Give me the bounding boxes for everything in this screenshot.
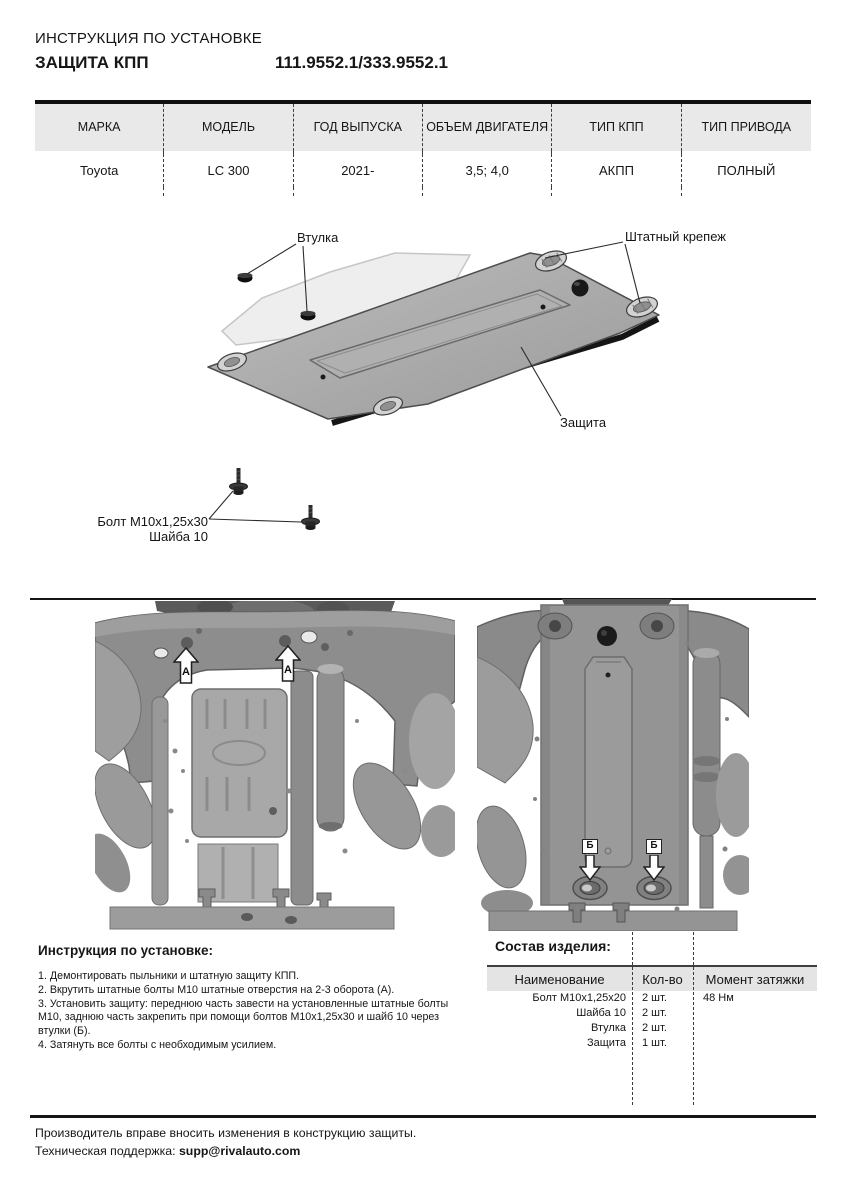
marker-a-letter: А: [284, 664, 292, 676]
parts-col-name: Наименование: [514, 971, 605, 987]
marker-b-letter: Б: [646, 839, 662, 854]
footer-disclaimer: Производитель вправе вносить изменения в конструкцию защиты.: [35, 1126, 417, 1140]
parts-dash-separator: [693, 932, 694, 1105]
marker-b-1: [579, 839, 601, 885]
spec-col-model: МОДЕЛЬ: [164, 104, 293, 151]
instruction-step: 1. Демонтировать пыльники и штатную защиту КПП.: [38, 970, 300, 982]
support-label: Техническая поддержка:: [35, 1144, 179, 1158]
spec-col-year: ГОД ВЫПУСКА: [294, 104, 423, 151]
footer-support: [35, 1144, 300, 1158]
instruction-step: 4. Затянуть все болты с необходимым усилием.: [38, 1038, 277, 1051]
footer-divider: [30, 1115, 816, 1118]
label-bolt-washer: [56, 514, 208, 544]
label-washer: Шайба 10: [149, 529, 208, 544]
spec-table-value-row: [35, 154, 811, 187]
marker-a-1: [173, 647, 199, 685]
marker-a-letter: А: [182, 666, 190, 678]
instruction-step: 2. Вкрутить штатные болты М10 штатные отверстия на 2-3 оборота (А).: [38, 983, 395, 996]
undercarriage-after-render: [477, 599, 749, 931]
parts-row: Шайба 10 2 шт.: [576, 1007, 667, 1019]
spec-col-drive: ТИП ПРИВОДА: [682, 104, 811, 151]
support-email: supp@rivalauto.com: [178, 1144, 301, 1158]
instructions-steps: [38, 970, 470, 1053]
parts-header-row: [487, 967, 817, 991]
down-arrow-icon: [579, 855, 601, 882]
instruction-step: 3. Установить защиту: переднюю часть завести на установленные штатные болты М10, заднюю часть закрепить при помощи болтов М10х1,25х30 и шайб 10 через втулки (Б).: [38, 997, 449, 1038]
parts-row: Защита 1 шт.: [587, 1037, 667, 1049]
spec-table: [35, 100, 811, 196]
marker-b-letter: Б: [582, 839, 598, 854]
parts-col-qty: Кол-во: [642, 971, 683, 987]
parts-rows: [487, 991, 817, 1051]
spec-value-brand: Toyota: [35, 154, 164, 187]
undercarriage-photo-after: [477, 599, 749, 931]
parts-row: Втулка 2 шт.: [591, 1022, 667, 1034]
spec-value-gearbox: АКПП: [552, 154, 681, 187]
undercarriage-photo-before: [95, 601, 455, 931]
label-bolt: Болт М10х1,25х30: [97, 514, 208, 529]
marker-b-2: [643, 839, 665, 885]
down-arrow-icon: [643, 855, 665, 882]
spec-col-engine: ОБЪЕМ ДВИГАТЕЛЯ: [423, 104, 552, 151]
parts-heading: Состав изделия:: [495, 938, 611, 954]
label-bushing: Втулка: [297, 230, 339, 245]
spec-col-brand: МАРКА: [35, 104, 164, 151]
product-title: ЗАЩИТА КПП: [35, 53, 149, 72]
parts-row: Болт М10х1,25х20 2 шт. 48 Нм: [532, 992, 734, 1004]
rubber-plug: [572, 280, 589, 297]
spec-value-drive: ПОЛНЫЙ: [717, 163, 776, 178]
label-factory-fastener: Штатный крепеж: [625, 229, 726, 244]
marker-a-2: [275, 645, 301, 683]
label-shield: Защита: [560, 415, 607, 430]
spec-value-model: LC 300: [164, 154, 293, 187]
spec-col-gearbox: ТИП КПП: [552, 104, 681, 151]
exploded-view-diagram: [0, 225, 845, 565]
instructions-heading: Инструкция по установке:: [38, 943, 213, 958]
spec-value-year: 2021-: [294, 154, 423, 187]
spec-table-header-row: [35, 104, 811, 151]
spec-value-engine: 3,5; 4,0: [423, 154, 552, 187]
parts-dash-separator: [632, 932, 633, 1105]
part-numbers: 111.9552.1/333.9552.1: [275, 53, 449, 72]
spec-table-stub-row: [35, 187, 811, 196]
parts-col-torque: Момент затяжки: [705, 971, 805, 987]
doc-type-title: ИНСТРУКЦИЯ ПО УСТАНОВКЕ: [35, 30, 262, 47]
